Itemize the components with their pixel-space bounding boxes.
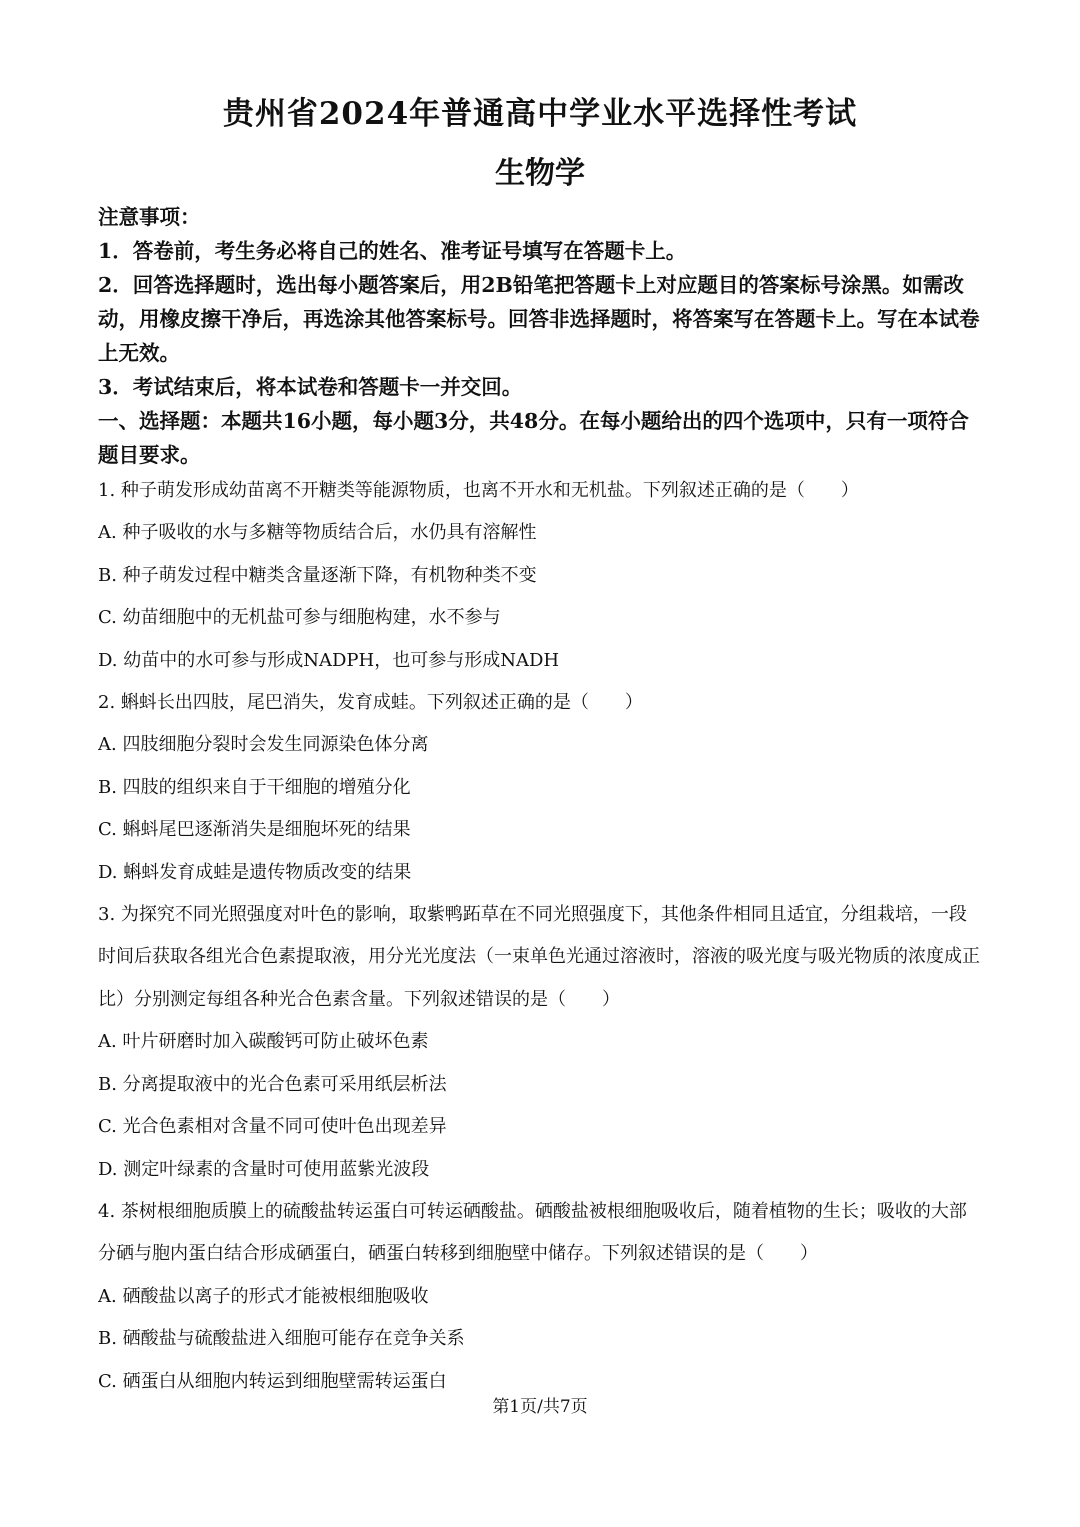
question-2-stem: 2. 蝌蚪长出四肢，尾巴消失，发育成蛙。下列叙述正确的是（ ） xyxy=(98,692,643,714)
question-4-option-b: B. 硒酸盐与硫酸盐进入细胞可能存在竞争关系 xyxy=(98,1328,465,1350)
exam-title: 贵州省2024年普通高中学业水平选择性考试 xyxy=(222,96,858,132)
question-3-option-b: B. 分离提取液中的光合色素可采用纸层析法 xyxy=(98,1073,447,1095)
question-1-option-a: A. 种子吸收的水与多糖等物质结合后，水仍具有溶解性 xyxy=(98,522,537,544)
question-3-option-c: C. 光合色素相对含量不同可使叶色出现差异 xyxy=(98,1116,447,1138)
instruction-item-3: 3．考试结束后，将本试卷和答题卡一并交回。 xyxy=(98,375,523,399)
question-2-option-b: B. 四肢的组织来自于干细胞的增殖分化 xyxy=(98,776,411,798)
instructions xyxy=(98,200,983,472)
question-3-option-a: A. 叶片研磨时加入碳酸钙可防止破坏色素 xyxy=(98,1031,429,1053)
question-4-stem: 4. 茶树根细胞质膜上的硫酸盐转运蛋白可转运硒酸盐。硒酸盐被根细胞吸收后，随着植物的生长；吸收的大部分硒与胞内蛋白结合形成硒蛋白，硒蛋白转移到细胞壁中储存。下列叙述错误的是（ ） xyxy=(98,1200,967,1265)
question-2-option-d: D. 蝌蚪发育成蛙是遗传物质改变的结果 xyxy=(98,861,412,883)
question-4-option-c: C. 硒蛋白从细胞内转运到细胞壁需转运蛋白 xyxy=(98,1370,447,1392)
question-3-stem: 3. 为探究不同光照强度对叶色的影响，取紫鸭跖草在不同光照强度下，其他条件相同且适宜，分组栽培，一段时间后获取各组光合色素提取液，用分光光度法（一束单色光通过溶液时，溶液的吸光度与吸光物质的浓度成正比）分别测定每组各种光合色素含量。下列叙述错误的是（ ） xyxy=(98,904,980,1010)
question-1-option-d: D. 幼苗中的水可参与形成NADPH，也可参与形成NADH xyxy=(98,649,560,671)
instructions-heading: 注意事项： xyxy=(98,205,201,229)
section-heading: 一、选择题：本题共16小题，每小题3分，共48分。在每小题给出的四个选项中，只有一项符合题目要求。 xyxy=(98,409,969,467)
question-3-option-d: D. 测定叶绿素的含量时可使用蓝紫光波段 xyxy=(98,1158,430,1180)
instruction-item-2: 2．回答选择题时，选出每小题答案后，用2B铅笔把答题卡上对应题目的答案标号涂黑。如需改动，用橡皮擦干净后，再选涂其他答案标号。回答非选择题时，将答案写在答题卡上。写在本试卷上无效。 xyxy=(98,273,980,365)
question-4-option-a: A. 硒酸盐以离子的形式才能被根细胞吸收 xyxy=(98,1285,429,1307)
question-2-option-a: A. 四肢细胞分裂时会发生同源染色体分离 xyxy=(98,734,429,756)
question-1-option-c: C. 幼苗细胞中的无机盐可参与细胞构建，水不参与 xyxy=(98,607,501,629)
question-1-stem: 1. 种子萌发形成幼苗离不开糖类等能源物质，也离不开水和无机盐。下列叙述正确的是（ ） xyxy=(98,480,859,501)
page-number: 第1页/共7页 xyxy=(492,1397,588,1417)
instruction-item-1: 1．答卷前，考生务必将自己的姓名、准考证号填写在答题卡上。 xyxy=(98,239,687,263)
question-1-option-b: B. 种子萌发过程中糖类含量逐渐下降，有机物种类不变 xyxy=(98,564,537,586)
question-2-option-c: C. 蝌蚪尾巴逐渐消失是细胞坏死的结果 xyxy=(98,819,411,841)
exam-subject: 生物学 xyxy=(495,156,585,191)
question-list xyxy=(98,470,983,1403)
